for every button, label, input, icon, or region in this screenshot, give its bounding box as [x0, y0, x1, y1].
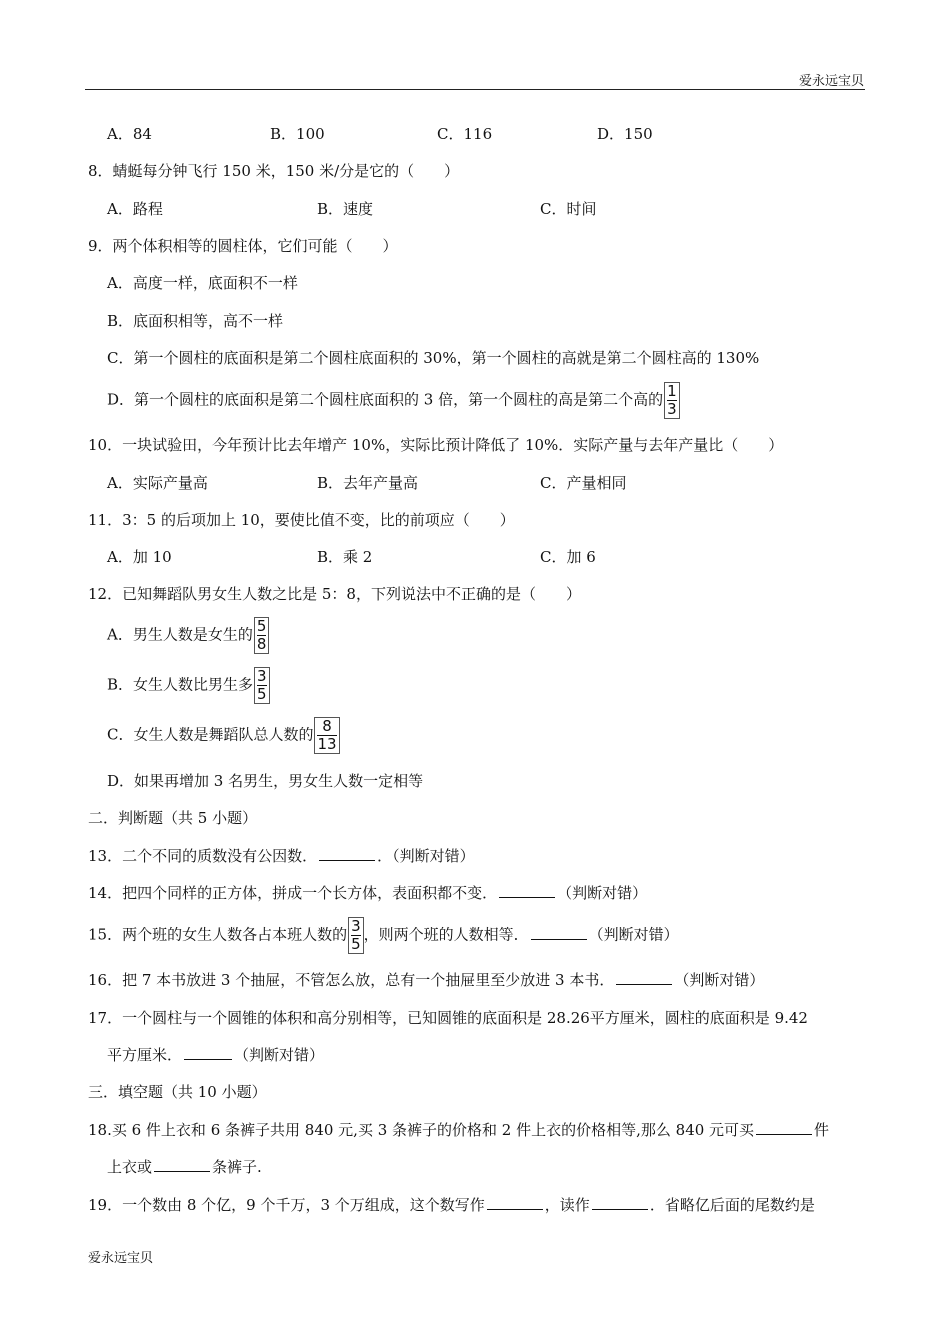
answer-blank[interactable] [154, 1157, 210, 1172]
fraction: $\frac{3}{5}$ [348, 917, 364, 954]
q13-stem: 13．二个不同的质数没有公因数． [88, 847, 318, 865]
q14-stem: 14．把四个同样的正方体，拼成一个长方体，表面积都不变． [88, 884, 498, 902]
q8-option-a: A．路程 [107, 200, 163, 218]
q15-after: （判断对错） [588, 925, 679, 944]
q18-line1-after: 件 [814, 1121, 830, 1139]
q15-mid: ，则两个班的人数相等． [363, 925, 529, 944]
q10-option-b: B．去年产量高 [317, 474, 419, 492]
section-title-judgement: 二．判断题（共 5 小题） [88, 809, 258, 827]
q7-option-a: A．84 [107, 125, 152, 143]
q11-option-a: A．加 10 [107, 548, 172, 566]
fraction: $\frac{1}{3}$ [664, 382, 680, 419]
answer-blank[interactable] [499, 883, 555, 898]
q10-option-c: C．产量相同 [540, 474, 627, 492]
q18-line2 [107, 1157, 262, 1177]
q17-after: （判断对错） [234, 1046, 325, 1064]
answer-blank[interactable] [184, 1045, 232, 1060]
q10-stem: 10．一块试验田，今年预计比去年增产 10%，实际比预计降低了 10%．实际产量与去年产量比（ ） [88, 436, 784, 454]
q9-option-b: B．底面积相等，高不一样 [107, 312, 284, 330]
q16-after: （判断对错） [674, 971, 765, 989]
q19-part1: 19．一个数由 8 个亿，9 个千万，3 个万组成，这个数写作 [88, 1196, 485, 1214]
q12-option-a [107, 617, 269, 654]
q15 [88, 917, 679, 954]
header-rule [85, 89, 865, 90]
q12-option-b-text: B．女生人数比男生多 [107, 675, 254, 694]
answer-blank[interactable] [592, 1195, 648, 1210]
q17-line2-text: 平方厘米． [107, 1046, 183, 1064]
answer-blank[interactable] [531, 925, 587, 940]
q14-after: （判断对错） [557, 884, 648, 902]
q16-stem: 16．把 7 本书放进 3 个抽屉，不管怎么放，总有一个抽屉里至少放进 3 本书． [88, 971, 615, 989]
q16 [88, 970, 764, 990]
q7-option-b: B．100 [270, 125, 325, 143]
answer-blank[interactable] [756, 1120, 812, 1135]
q19-part3: ．省略亿后面的尾数约是 [649, 1196, 815, 1214]
section-title-fill-blank: 三．填空题（共 10 小题） [88, 1083, 267, 1101]
q8-option-b: B．速度 [317, 200, 374, 218]
q11-option-c: C．加 6 [540, 548, 596, 566]
fraction: $\frac{5}{8}$ [254, 617, 270, 654]
q14 [88, 883, 647, 903]
q12-option-d: D．如果再增加 3 名男生，男女生人数一定相等 [107, 772, 424, 790]
answer-blank[interactable] [616, 970, 672, 985]
q8-option-c: C．时间 [540, 200, 597, 218]
q18-line1-text: 18.买 6 件上衣和 6 条裤子共用 840 元,买 3 条裤子的价格和 2 件上衣的价格相等,那么 840 元可买 [88, 1121, 755, 1139]
q19-part2: ，读作 [544, 1196, 590, 1214]
q18-line2-b: 条裤子. [212, 1158, 262, 1176]
q12-option-b [107, 667, 270, 704]
q9-option-d [107, 382, 680, 419]
q15-stem: 15．两个班的女生人数各占本班人数的 [88, 925, 348, 944]
q12-stem: 12．已知舞蹈队男女生人数之比是 5：8，下列说法中不正确的是（ ） [88, 585, 581, 603]
q12-option-c-text: C．女生人数是舞蹈队总人数的 [107, 725, 314, 744]
q18-line2-a: 上衣或 [107, 1158, 153, 1176]
q12-option-a-text: A．男生人数是女生的 [107, 625, 253, 644]
q13 [88, 846, 475, 866]
q17-line2 [107, 1045, 324, 1065]
q19 [88, 1195, 815, 1215]
q10-option-a: A．实际产量高 [107, 474, 208, 492]
answer-blank[interactable] [319, 846, 375, 861]
q9-option-a: A．高度一样，底面积不一样 [107, 274, 298, 292]
q9-option-d-text: D．第一个圆柱的底面积是第二个圆柱底面积的 3 倍，第一个圆柱的高是第二个高的 [107, 390, 664, 409]
q7-option-d: D．150 [597, 125, 653, 143]
q9-stem: 9．两个体积相等的圆柱体，它们可能（ ） [88, 237, 398, 255]
fraction: $\frac{8}{13}$ [314, 717, 339, 754]
q13-after: ．（判断对错） [377, 847, 475, 865]
q17-line1: 17．一个圆柱与一个圆锥的体积和高分别相等，已知圆锥的底面积是 28.26平方厘米，圆柱的底面积是 9.42 [88, 1009, 808, 1027]
q8-stem: 8．蜻蜓每分钟飞行 150 米，150 米/分是它的（ ） [88, 162, 460, 180]
q11-option-b: B．乘 2 [317, 548, 373, 566]
answer-blank[interactable] [487, 1195, 543, 1210]
q9-option-c: C．第一个圆柱的底面积是第二个圆柱底面积的 30%，第一个圆柱的高就是第二个圆柱高的 130% [107, 349, 760, 367]
q18-line1 [88, 1120, 829, 1140]
q7-option-c: C．116 [437, 125, 493, 143]
fraction: $\frac{3}{5}$ [254, 667, 270, 704]
page-footer-text: 爱永远宝贝 [88, 1251, 154, 1266]
q12-option-c [107, 717, 340, 754]
page-header-text: 爱永远宝贝 [798, 74, 864, 89]
q11-stem: 11．3：5 的后项加上 10，要使比值不变，比的前项应（ ） [88, 511, 515, 529]
